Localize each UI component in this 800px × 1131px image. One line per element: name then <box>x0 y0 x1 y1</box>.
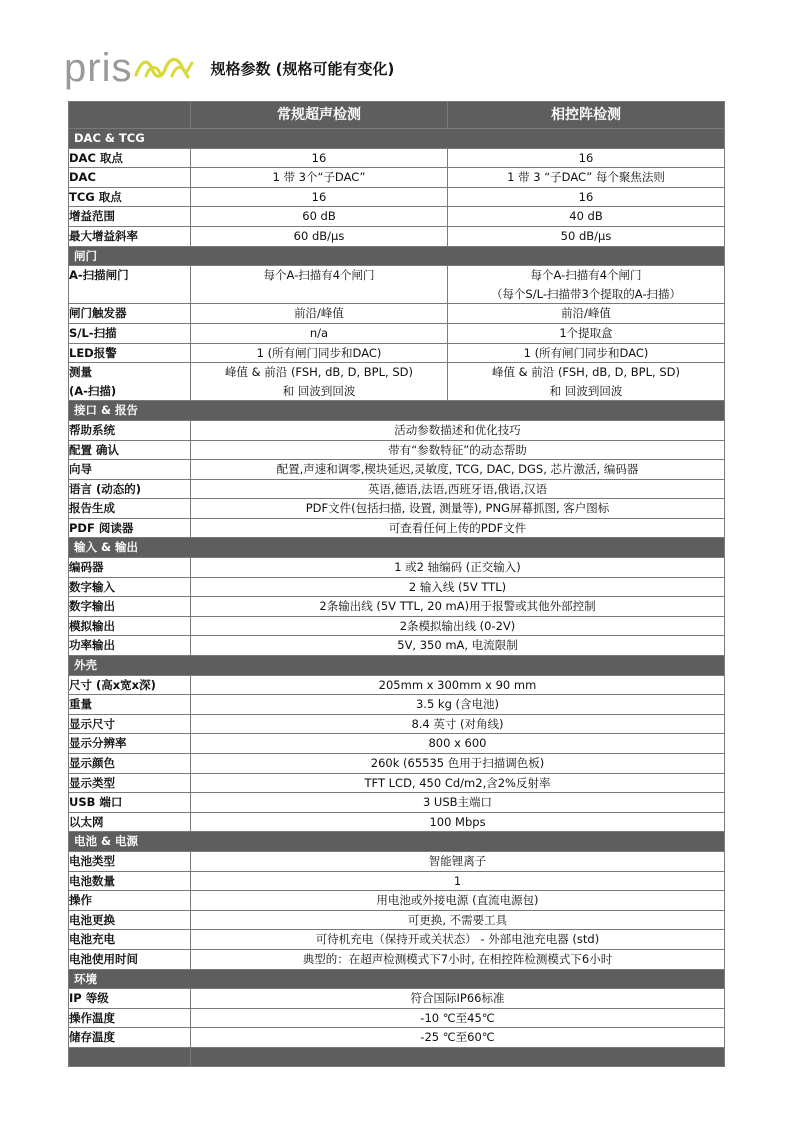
row-label <box>69 1028 191 1048</box>
phased-array-value <box>448 304 725 324</box>
row-label-line: USB 端口 <box>69 795 123 810</box>
row-label-line: 显示尺寸 <box>69 716 115 731</box>
section-header-row <box>69 129 725 149</box>
section-header-row <box>69 538 725 558</box>
row-value: PDF文件(包括扫描, 设置, 测量等), PNG屏幕抓图, 客户图标 <box>191 499 725 519</box>
table-row <box>69 812 725 832</box>
row-label-line: DAC 取点 <box>69 150 123 165</box>
row-label-line: 以太网 <box>69 814 104 829</box>
phased-array-value-line: 1 (所有闸门同步和DAC) <box>523 345 649 360</box>
row-label <box>69 812 191 832</box>
table-row <box>69 168 725 188</box>
phased-array-value-line: 和 回波到回波 <box>549 383 623 398</box>
row-label-line: 数字输入 <box>69 579 115 594</box>
row-value: 2条模拟输出线 (0-2V) <box>191 616 725 636</box>
table-row <box>69 949 725 969</box>
section-header-row <box>69 246 725 266</box>
row-label <box>69 675 191 695</box>
row-label-line: 储存温度 <box>69 1030 115 1045</box>
table-row <box>69 1028 725 1048</box>
row-label <box>69 930 191 950</box>
row-label-line: IP 等级 <box>69 991 109 1006</box>
table-row <box>69 910 725 930</box>
row-label-line: A-扫描闸门 <box>69 268 129 283</box>
row-label <box>69 420 191 440</box>
row-value: 1 <box>191 871 725 891</box>
conventional-ut-value-line: 每个A-扫描有4个闸门 <box>263 268 375 283</box>
section-title: DAC & TCG <box>69 129 725 149</box>
row-label-line: 操作温度 <box>69 1010 115 1025</box>
table-row <box>69 714 725 734</box>
row-label-line: 向导 <box>69 462 92 477</box>
conventional-ut-value <box>191 226 448 246</box>
table-row <box>69 148 725 168</box>
logo-wave-icon <box>134 55 196 81</box>
table-row <box>69 793 725 813</box>
row-label-line: (A-扫描) <box>69 383 117 398</box>
table-row <box>69 558 725 578</box>
row-label <box>69 499 191 519</box>
row-label <box>69 148 191 168</box>
row-label <box>69 714 191 734</box>
section-header-row <box>69 656 725 676</box>
conventional-ut-value-line <box>191 285 447 304</box>
row-label <box>69 754 191 774</box>
conventional-ut-value-line: 60 dB/µs <box>293 228 345 243</box>
row-label <box>69 323 191 343</box>
section-header-row <box>69 401 725 421</box>
row-value: 英语,德语,法语,西班牙语,俄语,汉语 <box>191 479 725 499</box>
conventional-ut-value-line: 1 (所有闸门同步和DAC) <box>256 345 382 360</box>
row-value: 8.4 英寸 (对角线) <box>191 714 725 734</box>
conventional-ut-value <box>191 187 448 207</box>
table-row <box>69 577 725 597</box>
row-label <box>69 891 191 911</box>
table-row <box>69 479 725 499</box>
row-value: 260k (65535 色用于扫描调色板) <box>191 754 725 774</box>
table-row <box>69 363 725 401</box>
row-label-line: 编码器 <box>69 560 104 575</box>
row-label <box>69 793 191 813</box>
row-value: 2条输出线 (5V TTL, 20 mA)用于报警或其他外部控制 <box>191 597 725 617</box>
row-value: 智能锂离子 <box>191 851 725 871</box>
table-row <box>69 499 725 519</box>
page-title: 规格参数 (规格可能有变化) <box>210 59 395 78</box>
conventional-ut-value <box>191 343 448 363</box>
row-value: 用电池或外接电源 (直流电源包) <box>191 891 725 911</box>
table-row <box>69 851 725 871</box>
row-value: 可更换, 不需要工具 <box>191 910 725 930</box>
row-value: 带有“参数特征”的动态帮助 <box>191 440 725 460</box>
conventional-ut-value <box>191 207 448 227</box>
row-label-line: S/L-扫描 <box>69 325 117 340</box>
row-value: 3 USB主端口 <box>191 793 725 813</box>
footer-cell <box>69 1047 191 1066</box>
row-label <box>69 363 191 401</box>
row-label <box>69 851 191 871</box>
row-value: 配置,声速和调零,楔块延迟,灵敏度, TCG, DAC, DGS, 芯片激活, 编码器 <box>191 460 725 480</box>
row-label <box>69 187 191 207</box>
row-label <box>69 1008 191 1028</box>
row-label-line: 语言 (动态的) <box>69 481 142 496</box>
table-row <box>69 891 725 911</box>
table-row <box>69 207 725 227</box>
conventional-ut-value-line: 16 <box>311 189 327 204</box>
row-label <box>69 479 191 499</box>
row-label-line: 报告生成 <box>69 501 115 516</box>
row-label-line: 模拟输出 <box>69 618 115 633</box>
section-title: 接口 & 报告 <box>69 401 725 421</box>
row-value: -25 ℃至60℃ <box>191 1028 725 1048</box>
row-label <box>69 343 191 363</box>
phased-array-value-line: 16 <box>578 150 594 165</box>
row-label <box>69 636 191 656</box>
conventional-ut-value-line: 1 带 3个“子DAC” <box>272 170 366 185</box>
phased-array-value <box>448 226 725 246</box>
row-label-line <box>69 285 190 304</box>
table-row <box>69 460 725 480</box>
row-label-line: PDF 阅读器 <box>69 520 134 535</box>
row-label <box>69 168 191 188</box>
row-label <box>69 577 191 597</box>
row-label-line: 尺寸 (高x宽x深) <box>69 677 156 692</box>
row-label-line: 电池充电 <box>69 932 115 947</box>
table-row <box>69 266 725 304</box>
row-label <box>69 910 191 930</box>
row-label <box>69 949 191 969</box>
row-label <box>69 304 191 324</box>
row-label <box>69 207 191 227</box>
row-label-line: LED报警 <box>69 345 117 360</box>
row-label-line: 重量 <box>69 697 92 712</box>
conventional-ut-value-line: 16 <box>311 150 327 165</box>
conventional-ut-value <box>191 148 448 168</box>
logo-text: pris <box>64 46 133 90</box>
col-header-conventional-ut: 常规超声检测 <box>191 102 448 129</box>
col-header-phased-array: 相控阵检测 <box>448 102 725 129</box>
row-label <box>69 695 191 715</box>
phased-array-value-line: 1个提取盒 <box>559 325 613 340</box>
table-row <box>69 440 725 460</box>
conventional-ut-value-line: 60 dB <box>302 209 336 224</box>
conventional-ut-value-line: 和 回波到回波 <box>282 383 356 398</box>
section-header-row <box>69 832 725 852</box>
phased-array-value <box>448 148 725 168</box>
section-title: 输入 & 输出 <box>69 538 725 558</box>
conventional-ut-value <box>191 363 448 401</box>
conventional-ut-value-line: 峰值 & 前沿 (FSH, dB, D, BPL, SD) <box>225 365 413 380</box>
row-label <box>69 871 191 891</box>
table-row <box>69 187 725 207</box>
row-label <box>69 266 191 304</box>
conventional-ut-value <box>191 266 448 304</box>
table-row <box>69 616 725 636</box>
footer-cell <box>191 1047 725 1066</box>
row-value: 可待机充电（保持开或关状态） - 外部电池充电器 (std) <box>191 930 725 950</box>
table-row <box>69 734 725 754</box>
phased-array-value <box>448 266 725 304</box>
phased-array-value <box>448 168 725 188</box>
row-label <box>69 989 191 1009</box>
table-row <box>69 597 725 617</box>
row-label-line: 电池使用时间 <box>69 951 138 966</box>
phased-array-value-line: 16 <box>578 189 594 204</box>
row-label <box>69 440 191 460</box>
row-label-line: DAC <box>69 170 96 185</box>
row-value: 800 x 600 <box>191 734 725 754</box>
row-value: 典型的：在超声检测模式下7小时, 在相控阵检测模式下6小时 <box>191 949 725 969</box>
table-row <box>69 420 725 440</box>
row-label <box>69 558 191 578</box>
row-value: TFT LCD, 450 Cd/m2,含2%反射率 <box>191 773 725 793</box>
table-row <box>69 304 725 324</box>
row-label-line: 电池更换 <box>69 912 115 927</box>
conventional-ut-value <box>191 304 448 324</box>
row-label <box>69 597 191 617</box>
phased-array-value <box>448 363 725 401</box>
row-label-line: 显示类型 <box>69 775 115 790</box>
row-label <box>69 734 191 754</box>
row-label <box>69 616 191 636</box>
page-header <box>64 48 394 88</box>
row-label <box>69 518 191 538</box>
table-row <box>69 226 725 246</box>
phased-array-value-line: 40 dB <box>569 209 603 224</box>
phased-array-value-line: 每个A-扫描有4个闸门 <box>530 268 642 283</box>
phased-array-value <box>448 343 725 363</box>
row-label-line: 显示颜色 <box>69 756 115 770</box>
row-value: -10 ℃至45℃ <box>191 1008 725 1028</box>
phased-array-value <box>448 187 725 207</box>
row-label-line: 数字输出 <box>69 599 115 614</box>
conventional-ut-value <box>191 168 448 188</box>
conventional-ut-value-line: 前沿/峰值 <box>294 306 344 321</box>
section-title: 电池 & 电源 <box>69 832 725 852</box>
table-row <box>69 1008 725 1028</box>
row-label-line: 电池数量 <box>69 873 115 888</box>
row-value: 2 输入线 (5V TTL) <box>191 577 725 597</box>
row-label-line: 显示分辨率 <box>69 736 127 751</box>
row-label-line: 帮助系统 <box>69 422 115 437</box>
table-row <box>69 518 725 538</box>
section-title: 环境 <box>69 969 725 989</box>
row-label-line: 电池类型 <box>69 853 115 868</box>
row-label-line: 增益范围 <box>69 209 115 224</box>
phased-array-value <box>448 323 725 343</box>
row-value: 3.5 kg (含电池) <box>191 695 725 715</box>
section-title: 外壳 <box>69 656 725 676</box>
conventional-ut-value-line: n/a <box>309 325 329 340</box>
row-value: 可查看任何上传的PDF文件 <box>191 518 725 538</box>
row-label-line: 最大增益斜率 <box>69 228 138 243</box>
table-row <box>69 871 725 891</box>
table-row <box>69 323 725 343</box>
phased-array-value-line: 1 带 3 “子DAC” 每个聚焦法则 <box>507 170 665 185</box>
prisma-logo <box>64 48 196 88</box>
table-footer-row <box>69 1047 725 1066</box>
row-value: 100 Mbps <box>191 812 725 832</box>
row-label-line: TCG 取点 <box>69 189 122 204</box>
table-row <box>69 773 725 793</box>
row-label <box>69 226 191 246</box>
row-label <box>69 773 191 793</box>
phased-array-value-line: （每个S/L-扫描带3个提取的A-扫描） <box>490 286 682 301</box>
conventional-ut-value <box>191 323 448 343</box>
row-value: 活动参数描述和优化技巧 <box>191 420 725 440</box>
phased-array-value <box>448 207 725 227</box>
table-header-row <box>69 102 725 129</box>
row-label-line: 测量 <box>69 365 92 380</box>
header-blank-cell <box>69 102 191 129</box>
section-title: 闸门 <box>69 246 725 266</box>
row-value: 1 或2 轴编码 (正交输入) <box>191 558 725 578</box>
row-value: 205mm x 300mm x 90 mm <box>191 675 725 695</box>
table-row <box>69 636 725 656</box>
phased-array-value-line: 50 dB/µs <box>560 228 612 243</box>
table-row <box>69 695 725 715</box>
row-label-line: 操作 <box>69 893 92 908</box>
phased-array-value-line: 前沿/峰值 <box>561 306 611 321</box>
spec-table-body <box>69 129 725 1067</box>
row-label-line: 闸门触发器 <box>69 306 127 321</box>
table-row <box>69 754 725 774</box>
row-label-line: 配置 确认 <box>69 442 120 457</box>
table-row <box>69 989 725 1009</box>
row-label-line: 功率输出 <box>69 638 115 653</box>
section-header-row <box>69 969 725 989</box>
spec-table <box>68 101 725 1067</box>
table-row <box>69 343 725 363</box>
row-label <box>69 460 191 480</box>
row-value: 符合国际IP66标准 <box>191 989 725 1009</box>
row-value: 5V, 350 mA, 电流限制 <box>191 636 725 656</box>
phased-array-value-line: 峰值 & 前沿 (FSH, dB, D, BPL, SD) <box>492 365 680 380</box>
table-row <box>69 675 725 695</box>
table-row <box>69 930 725 950</box>
